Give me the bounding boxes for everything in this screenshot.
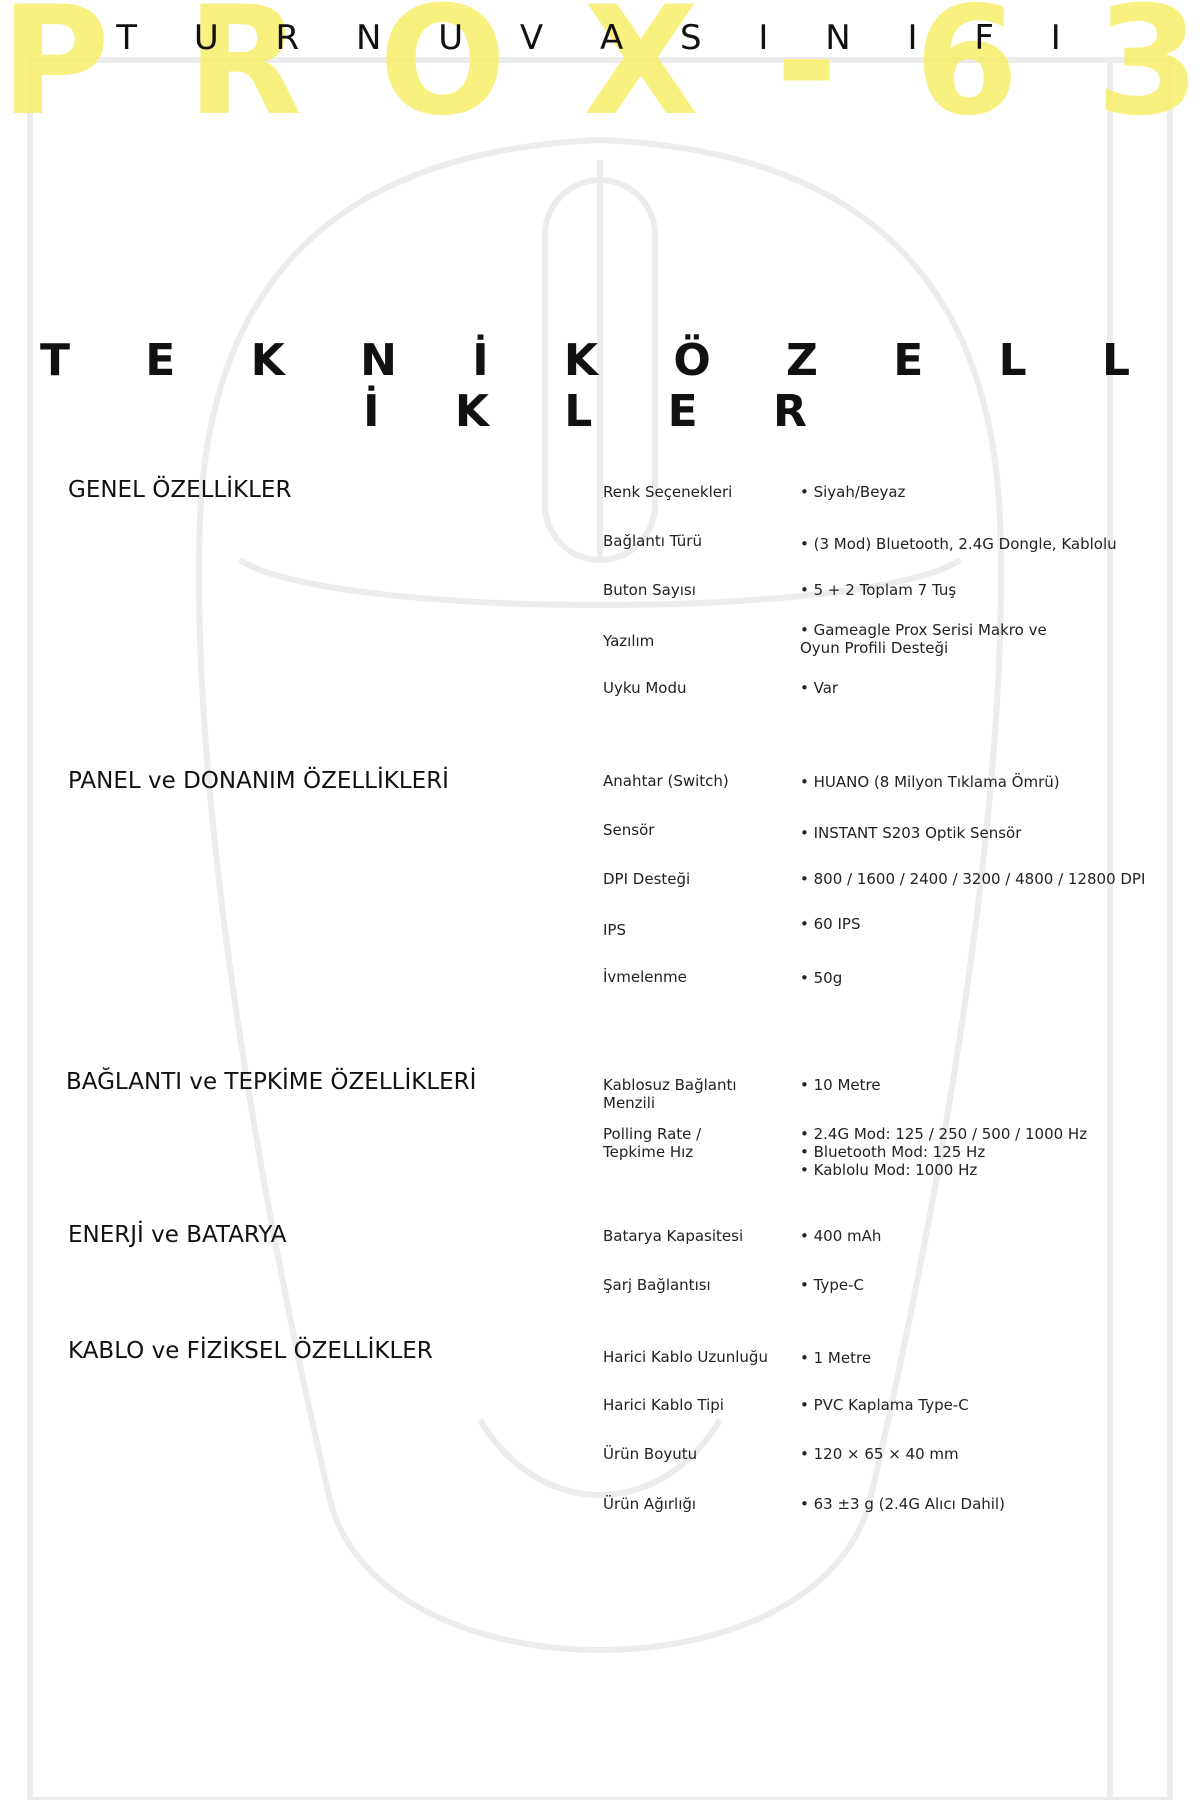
spec-value: • Siyah/Beyaz bbox=[800, 483, 906, 501]
spec-value: • 1 Metre bbox=[800, 1349, 872, 1367]
spec-label: Harici Kablo Tipi bbox=[603, 1396, 724, 1414]
spec-label: Şarj Bağlantısı bbox=[603, 1276, 711, 1294]
section-title: GENEL ÖZELLİKLER bbox=[68, 477, 292, 503]
spec-value: • 400 mAh bbox=[800, 1227, 882, 1245]
spec-label: İvmelenme bbox=[603, 968, 687, 986]
spec-label: Uyku Modu bbox=[603, 679, 687, 697]
spec-label: Batarya Kapasitesi bbox=[603, 1227, 744, 1245]
spec-value: • 2.4G Mod: 125 / 250 / 500 / 1000 Hz • Bluetooth Mod: 125 Hz • Kablolu Mod: 1000 Hz bbox=[800, 1125, 1088, 1179]
spec-label: Sensör bbox=[603, 821, 655, 839]
spec-value: • 120 × 65 × 40 mm bbox=[800, 1445, 959, 1463]
spec-label: Bağlantı Türü bbox=[603, 532, 702, 550]
spec-label: Buton Sayısı bbox=[603, 581, 696, 599]
spec-value: • Type-C bbox=[800, 1276, 864, 1294]
spec-label: Ürün Ağırlığı bbox=[603, 1495, 697, 1513]
watermark-letter: R bbox=[186, 0, 303, 149]
spec-value: • 5 + 2 Toplam 7 Tuş bbox=[800, 581, 957, 599]
spec-label: Yazılım bbox=[603, 632, 655, 650]
watermark-letter: - bbox=[775, 0, 838, 149]
spec-value: • 63 ±3 g (2.4G Alıcı Dahil) bbox=[800, 1495, 1005, 1513]
spec-label: Harici Kablo Uzunluğu bbox=[603, 1348, 768, 1366]
section-title: BAĞLANTI ve TEPKİME ÖZELLİKLERİ bbox=[66, 1069, 477, 1095]
spec-label: Kablosuz Bağlantı Menzili bbox=[603, 1076, 737, 1112]
spec-label: Anahtar (Switch) bbox=[603, 772, 729, 790]
spec-value: • 60 IPS bbox=[800, 915, 861, 933]
section-title: ENERJİ ve BATARYA bbox=[68, 1222, 287, 1248]
watermark-letter: 3 bbox=[1095, 0, 1200, 149]
spec-label: Polling Rate / Tepkime Hız bbox=[603, 1125, 702, 1161]
spec-value: • 50g bbox=[800, 969, 843, 987]
spec-value: • 10 Metre bbox=[800, 1076, 881, 1094]
spec-value: • HUANO (8 Milyon Tıklama Ömrü) bbox=[800, 773, 1060, 791]
section-title: PANEL ve DONANIM ÖZELLİKLERİ bbox=[68, 768, 449, 794]
spec-value: • 800 / 1600 / 2400 / 3200 / 4800 / 12800 DPI bbox=[800, 870, 1146, 888]
spec-value: • PVC Kaplama Type-C bbox=[800, 1396, 969, 1414]
spec-value: • Var bbox=[800, 679, 839, 697]
watermark-letter: 6 bbox=[914, 0, 1019, 149]
watermark-letter: P bbox=[0, 0, 110, 149]
section-title: KABLO ve FİZİKSEL ÖZELLİKLER bbox=[68, 1338, 433, 1364]
spec-label: Renk Seçenekleri bbox=[603, 483, 733, 501]
spec-label: Ürün Boyutu bbox=[603, 1445, 698, 1463]
spec-label: DPI Desteği bbox=[603, 870, 691, 888]
spec-value: • (3 Mod) Bluetooth, 2.4G Dongle, Kablolu bbox=[800, 535, 1117, 553]
spec-value: • INSTANT S203 Optik Sensör bbox=[800, 824, 1022, 842]
page-subtitle: T U R N U V A S I N I F I bbox=[116, 18, 1084, 58]
spec-label: IPS bbox=[603, 921, 626, 939]
page-title: T E K N İ K Ö Z E L L İ K L E R bbox=[39, 335, 1161, 437]
watermark-letter: O bbox=[378, 0, 507, 149]
spec-value: • Gameagle Prox Serisi Makro ve Oyun Profili Desteği bbox=[800, 621, 1047, 657]
watermark-letter: X bbox=[583, 0, 699, 149]
